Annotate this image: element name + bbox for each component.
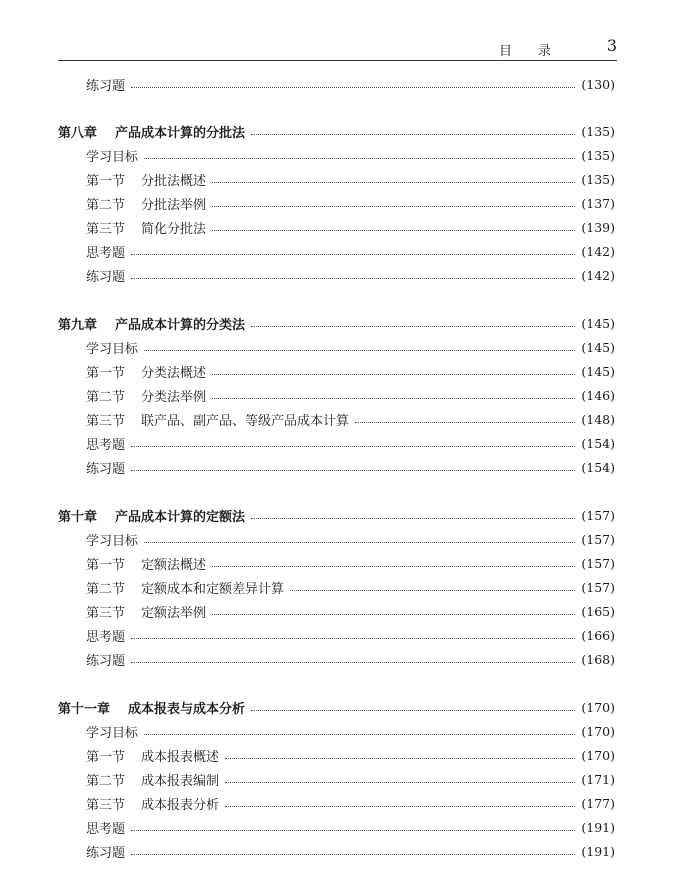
toc-entry-label	[86, 386, 206, 405]
entry-title: 学习目标	[86, 533, 139, 549]
entry-page-number: (145)	[581, 315, 615, 331]
entry-page-number: (170)	[581, 723, 615, 739]
chapter-title: 产品成本计算的定额法	[115, 509, 246, 525]
entry-title: 练习题	[86, 461, 126, 477]
toc-entry-label	[86, 338, 138, 357]
toc-entry[interactable]	[0, 649, 675, 669]
section-number: 第一节	[86, 557, 126, 573]
entry-title: 分类法举例	[141, 389, 207, 405]
entry-page-number: (157)	[581, 531, 615, 547]
entry-page-number: (170)	[581, 747, 615, 763]
toc-entry-label	[86, 75, 125, 94]
toc-entry-label	[86, 410, 349, 429]
entry-title: 思考题	[86, 629, 126, 645]
entry-title: 练习题	[86, 845, 126, 861]
entry-page-number: (166)	[581, 627, 615, 643]
chapter-number: 第十章	[58, 509, 98, 525]
entry-page-number: (171)	[581, 771, 615, 787]
entry-page-number: (146)	[581, 387, 615, 403]
dot-leader	[131, 436, 575, 447]
toc-entry[interactable]	[0, 625, 675, 645]
entry-page-number: (148)	[581, 411, 615, 427]
toc-entry[interactable]	[0, 74, 675, 94]
toc-entry[interactable]	[0, 553, 675, 573]
chapter-title: 产品成本计算的分批法	[115, 125, 246, 141]
toc-entry[interactable]	[0, 457, 675, 477]
section-number: 第一节	[86, 365, 126, 381]
dot-leader	[225, 796, 575, 807]
dot-leader	[212, 172, 575, 183]
entry-page-number: (191)	[581, 819, 615, 835]
dot-leader	[251, 508, 575, 519]
running-header	[58, 36, 617, 61]
toc-chapter-entry[interactable]	[0, 697, 675, 717]
entry-page-number: (130)	[581, 76, 615, 92]
chapter-number: 第十一章	[58, 701, 111, 717]
entry-title: 思考题	[86, 245, 126, 261]
entry-page-number: (145)	[581, 339, 615, 355]
toc-entry-label	[86, 194, 206, 213]
toc-entry-label	[86, 170, 206, 189]
toc-entry-label	[86, 554, 206, 573]
dot-leader	[212, 220, 575, 231]
dot-leader	[212, 196, 575, 207]
entry-title: 成本报表分析	[141, 797, 220, 813]
dot-leader	[251, 124, 575, 135]
section-number: 第二节	[86, 389, 126, 405]
dot-leader	[131, 628, 575, 639]
section-number: 第二节	[86, 581, 126, 597]
dot-leader	[212, 604, 575, 615]
toc-entry-label	[86, 650, 125, 669]
entry-page-number: (165)	[581, 603, 615, 619]
section-number: 第二节	[86, 773, 126, 789]
toc-entry[interactable]	[0, 433, 675, 453]
toc-entry[interactable]	[0, 841, 675, 861]
toc-chapter-entry[interactable]	[0, 121, 675, 141]
toc-entry-label	[86, 602, 206, 621]
entry-title: 分批法概述	[141, 173, 207, 189]
entry-page-number: (157)	[581, 555, 615, 571]
entry-title: 练习题	[86, 78, 126, 94]
dot-leader	[131, 77, 575, 88]
entry-page-number: (177)	[581, 795, 615, 811]
entry-title: 思考题	[86, 821, 126, 837]
dot-leader	[290, 580, 575, 591]
toc-entry[interactable]	[0, 193, 675, 213]
chapter-number: 第九章	[58, 317, 98, 333]
chapter-number: 第八章	[58, 125, 98, 141]
toc-entry-label	[86, 746, 219, 765]
dot-leader	[144, 340, 575, 351]
dot-leader	[251, 316, 575, 327]
section-number: 第一节	[86, 173, 126, 189]
toc-entry[interactable]	[0, 577, 675, 597]
toc-entry-label	[86, 794, 219, 813]
toc-entry[interactable]	[0, 385, 675, 405]
toc-entry[interactable]	[0, 361, 675, 381]
toc-entry-label	[58, 314, 245, 333]
dot-leader	[212, 388, 575, 399]
entry-title: 学习目标	[86, 149, 139, 165]
entry-title: 练习题	[86, 653, 126, 669]
section-number: 第二节	[86, 197, 126, 213]
toc-entry-label	[86, 626, 125, 645]
dot-leader	[212, 364, 575, 375]
section-number: 第三节	[86, 413, 126, 429]
entry-title: 学习目标	[86, 341, 139, 357]
entry-page-number: (135)	[581, 147, 615, 163]
entry-title: 思考题	[86, 437, 126, 453]
toc-entry[interactable]	[0, 529, 675, 549]
toc-entry-label	[86, 218, 206, 237]
section-number: 第一节	[86, 749, 126, 765]
toc-entry-label	[86, 242, 125, 261]
dot-leader	[131, 844, 575, 855]
toc-entry[interactable]	[0, 265, 675, 285]
toc-entry-label	[86, 818, 125, 837]
toc-entry[interactable]	[0, 217, 675, 237]
toc-entry[interactable]	[0, 145, 675, 165]
entry-page-number: (191)	[581, 843, 615, 859]
toc-entry[interactable]	[0, 169, 675, 189]
entry-page-number: (145)	[581, 363, 615, 379]
entry-title: 简化分批法	[141, 221, 207, 237]
entry-title: 联产品、副产品、等级产品成本计算	[141, 413, 350, 429]
entry-page-number: (170)	[581, 699, 615, 715]
dot-leader	[131, 244, 575, 255]
dot-leader	[251, 700, 575, 711]
toc-entry-label	[58, 122, 245, 141]
dot-leader	[144, 148, 575, 159]
toc-entry[interactable]	[0, 769, 675, 789]
entry-page-number: (154)	[581, 459, 615, 475]
entry-page-number: (135)	[581, 123, 615, 139]
entry-page-number: (137)	[581, 195, 615, 211]
dot-leader	[131, 268, 575, 279]
entry-page-number: (135)	[581, 171, 615, 187]
dot-leader	[225, 748, 575, 759]
entry-title: 定额成本和定额差异计算	[141, 581, 285, 597]
entry-title: 成本报表概述	[141, 749, 220, 765]
entry-page-number: (157)	[581, 579, 615, 595]
dot-leader	[212, 556, 575, 567]
section-number: 第三节	[86, 797, 126, 813]
entry-title: 分类法概述	[141, 365, 207, 381]
dot-leader	[144, 724, 575, 735]
entry-title: 成本报表编制	[141, 773, 220, 789]
dot-leader	[225, 772, 575, 783]
page-number: 3	[606, 36, 617, 55]
toc-entry[interactable]	[0, 409, 675, 429]
entry-title: 定额法概述	[141, 557, 207, 573]
toc-entry-label	[86, 146, 138, 165]
entry-title: 学习目标	[86, 725, 139, 741]
toc-entry[interactable]	[0, 337, 675, 357]
toc-chapter-entry[interactable]	[0, 313, 675, 333]
toc-entry-label	[86, 266, 125, 285]
entry-title: 分批法举例	[141, 197, 207, 213]
dot-leader	[355, 412, 575, 423]
toc-entry-label	[86, 770, 219, 789]
entry-page-number: (142)	[581, 267, 615, 283]
toc-entry-label	[86, 362, 206, 381]
entry-page-number: (142)	[581, 243, 615, 259]
toc-entry[interactable]	[0, 793, 675, 813]
toc-entry-label	[58, 698, 245, 717]
toc-entry[interactable]	[0, 721, 675, 741]
dot-leader	[131, 652, 575, 663]
section-number: 第三节	[86, 221, 126, 237]
toc-entry[interactable]	[0, 601, 675, 621]
toc-entry-label	[86, 578, 284, 597]
dot-leader	[131, 820, 575, 831]
section-number: 第三节	[86, 605, 126, 621]
toc-entry-label	[86, 434, 125, 453]
toc-entry[interactable]	[0, 817, 675, 837]
toc-entry-label	[86, 458, 125, 477]
dot-leader	[131, 460, 575, 471]
toc-entry-label	[58, 506, 245, 525]
toc-entry-label	[86, 842, 125, 861]
dot-leader	[144, 532, 575, 543]
entry-page-number: (168)	[581, 651, 615, 667]
toc-entry-label	[86, 722, 138, 741]
chapter-title: 产品成本计算的分类法	[115, 317, 246, 333]
entry-page-number: (157)	[581, 507, 615, 523]
chapter-title: 成本报表与成本分析	[128, 701, 246, 717]
entry-page-number: (154)	[581, 435, 615, 451]
toc-chapter-entry[interactable]	[0, 505, 675, 525]
toc-entry[interactable]	[0, 241, 675, 261]
entry-title: 定额法举例	[141, 605, 207, 621]
toc-entry-label	[86, 530, 138, 549]
header-title: 目录	[498, 44, 577, 59]
toc-entry[interactable]	[0, 745, 675, 765]
entry-page-number: (139)	[581, 219, 615, 235]
entry-title: 练习题	[86, 269, 126, 285]
